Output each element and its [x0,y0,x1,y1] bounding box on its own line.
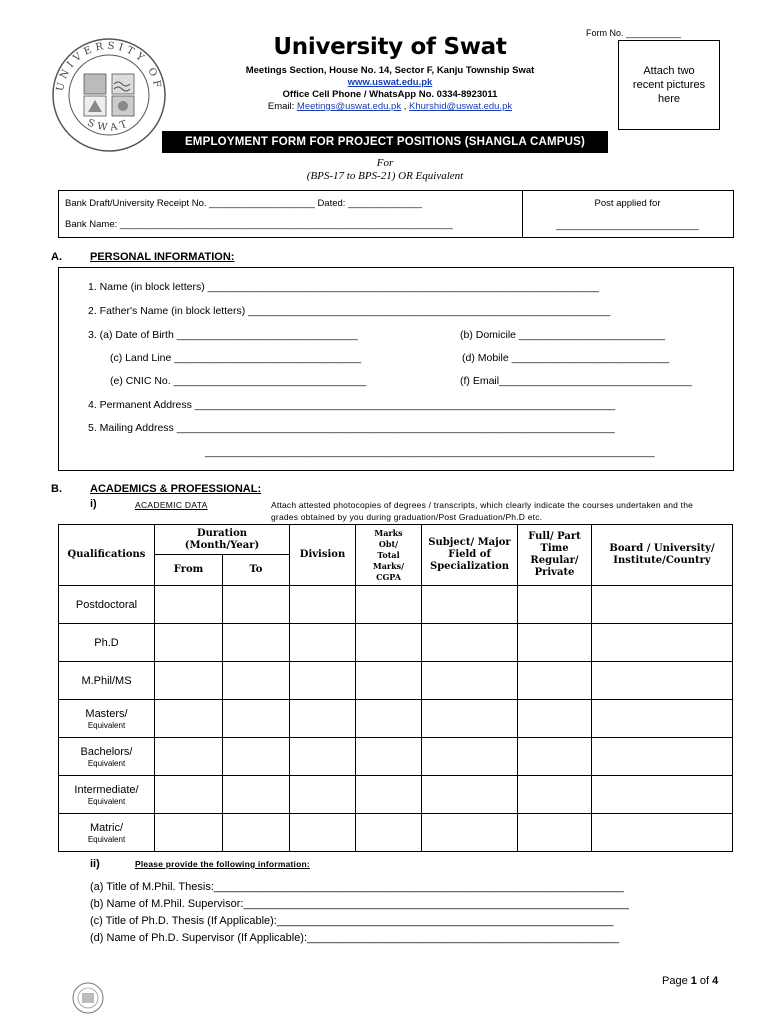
mailing-address-continued[interactable]: _____________________________________________________________________________ [205,446,655,458]
table-cell[interactable] [422,700,518,738]
table-cell[interactable] [290,662,356,700]
col-board: Board / University/ Institute/Country [592,525,733,586]
table-cell[interactable] [290,624,356,662]
qualification-label: Postdoctoral [59,586,155,624]
table-cell[interactable] [155,624,223,662]
landline-field[interactable]: (c) Land Line ________________________________ [110,352,362,364]
provide-info-label: Please provide the following information: [135,859,310,869]
university-logo [50,36,168,154]
mailing-address-field[interactable]: 5. Mailing Address ___________________________________________________________________________ [88,422,615,434]
table-cell[interactable] [592,776,733,814]
table-cell[interactable] [223,662,290,700]
table-row [59,624,733,662]
table-cell[interactable] [223,700,290,738]
table-row [59,662,733,700]
domicile-field[interactable]: (b) Domicile _________________________ [460,329,665,341]
qualification-label: Ph.D [59,624,155,662]
table-row [59,814,733,852]
table-cell[interactable] [155,700,223,738]
table-row [59,700,733,738]
table-cell[interactable] [592,662,733,700]
table-cell[interactable] [290,814,356,852]
name-field[interactable]: 1. Name (in block letters) ___________________________________________________________________ [88,281,599,293]
form-title-banner: EMPLOYMENT FORM FOR PROJECT POSITIONS (SHANGLA CAMPUS) [162,131,608,153]
email-field[interactable]: (f) Email_________________________________ [460,375,692,387]
table-cell[interactable] [422,738,518,776]
table-cell[interactable] [290,586,356,624]
academic-instructions: Attach attested photocopies of degrees / transcripts, which clearly indicate the courses undertaken and the grades obtained by you during graduation/Post Graduation/Ph.D etc. [271,500,694,522]
form-number: Form No. ___________ [586,28,682,38]
svg-text:UNIVERSITY OF [55,41,163,93]
phd-supervisor-field[interactable]: (d) Name of Ph.D. Supervisor (If Applicable):___________________________________________________ [90,932,620,944]
post-applied-field[interactable]: ___________________________ [556,220,699,231]
address-line: Meetings Section, House No. 14, Sector F, Kanju Township Swat [245,65,535,76]
sub-ii-label: ii) [90,858,100,870]
table-cell[interactable] [422,662,518,700]
personal-info-heading: PERSONAL INFORMATION: [90,251,235,263]
table-cell[interactable] [422,624,518,662]
table-cell[interactable] [356,662,422,700]
email-line: Email: Meetings@uswat.edu.pk , Khurshid@uswat.edu.pk [267,101,513,112]
table-cell[interactable] [592,738,733,776]
post-applied-label: Post applied for [594,198,661,209]
photo-placeholder: Attach two recent pictures here [618,40,720,130]
table-cell[interactable] [290,738,356,776]
qualification-label: Masters/ Equivalent [59,700,155,738]
col-duration: Duration (Month/Year) [155,525,290,555]
page-number: Page 1 of 4 [662,975,719,987]
table-cell[interactable] [356,624,422,662]
mobile-field[interactable]: (d) Mobile ___________________________ [462,352,670,364]
dob-field[interactable]: 3. (a) Date of Birth _______________________________ [88,329,358,341]
table-cell[interactable] [290,776,356,814]
table-cell[interactable] [223,738,290,776]
website-link[interactable]: www.uswat.edu.pk [347,77,433,88]
father-name-field[interactable]: 2. Father's Name (in block letters) ______________________________________________________________ [88,305,611,317]
table-cell[interactable] [356,776,422,814]
table-cell[interactable] [422,814,518,852]
qualification-label: Intermediate/ Equivalent [59,776,155,814]
table-cell[interactable] [356,738,422,776]
table-cell[interactable] [223,624,290,662]
table-cell[interactable] [592,624,733,662]
table-cell[interactable] [155,662,223,700]
section-a-letter: A. [51,251,62,263]
personal-info-box [58,267,734,471]
table-cell[interactable] [592,586,733,624]
table-cell[interactable] [223,814,290,852]
phd-thesis-field[interactable]: (c) Title of Ph.D. Thesis (If Applicable):_______________________________________________________ [90,915,614,927]
table-cell[interactable] [223,776,290,814]
table-cell[interactable] [290,700,356,738]
bank-name-field[interactable]: Bank Name: _______________________________________________________________ [65,219,453,230]
bps-range: (BPS-17 to BPS-21) OR Equivalent [306,170,464,182]
table-row [59,586,733,624]
table-cell[interactable] [518,624,592,662]
footer-seal-icon [72,982,104,1014]
col-to: To [223,555,290,586]
table-cell[interactable] [592,814,733,852]
table-cell[interactable] [592,700,733,738]
table-cell[interactable] [356,586,422,624]
email-link-meetings[interactable]: Meetings@uswat.edu.pk [296,101,402,112]
qualification-label: Matric/ Equivalent [59,814,155,852]
table-cell[interactable] [518,586,592,624]
table-cell[interactable] [223,586,290,624]
table-cell[interactable] [155,738,223,776]
table-cell[interactable] [518,700,592,738]
email-link-khurshid[interactable]: Khurshid@uswat.edu.pk [409,101,513,112]
table-cell[interactable] [518,662,592,700]
table-cell[interactable] [155,814,223,852]
bank-draft-field[interactable]: Bank Draft/University Receipt No. ____________________ Dated: ______________ [65,198,423,209]
col-division: Division [290,525,356,586]
table-row [59,738,733,776]
cnic-field[interactable]: (e) CNIC No. _________________________________ [110,375,367,387]
logo-bottom-text: SWAT [85,117,133,134]
col-from: From [155,555,223,586]
section-b-letter: B. [51,483,62,495]
phone-line: Office Cell Phone / WhatsApp No. 0334-8923011 [282,89,498,100]
col-mode: Full/ Part Time Regular/ Private [518,525,592,586]
table-row [59,776,733,814]
table-cell[interactable] [422,776,518,814]
table-cell[interactable] [518,738,592,776]
table-cell[interactable] [356,814,422,852]
table-cell[interactable] [155,776,223,814]
col-marks: Marks Obt/ Total Marks/ CGPA [356,525,422,586]
table-cell[interactable] [155,586,223,624]
qualification-label: Bachelors/ Equivalent [59,738,155,776]
academic-table [58,524,733,852]
academics-heading: ACADEMICS & PROFESSIONAL: [90,483,262,495]
mphil-thesis-field[interactable]: (a) Title of M.Phil. Thesis:___________________________________________________________________ [90,881,624,893]
academic-data-label: ACADEMIC DATA [135,500,208,510]
table-cell[interactable] [356,700,422,738]
col-qualifications: Qualifications [59,525,155,586]
permanent-address-field[interactable]: 4. Permanent Address ________________________________________________________________________ [88,399,616,411]
col-subject: Subject/ Major Field of Specialization [422,525,518,586]
logo-top-text: UNIVERSITY OF [54,40,164,93]
for-label: For [376,157,394,169]
university-name: University of Swat [273,34,507,60]
table-cell[interactable] [518,814,592,852]
table-cell[interactable] [422,586,518,624]
table-cell[interactable] [518,776,592,814]
mphil-supervisor-field[interactable]: (b) Name of M.Phil. Supervisor:_______________________________________________________________ [90,898,629,910]
qualification-label: M.Phil/MS [59,662,155,700]
sub-i-label: i) [90,498,97,510]
